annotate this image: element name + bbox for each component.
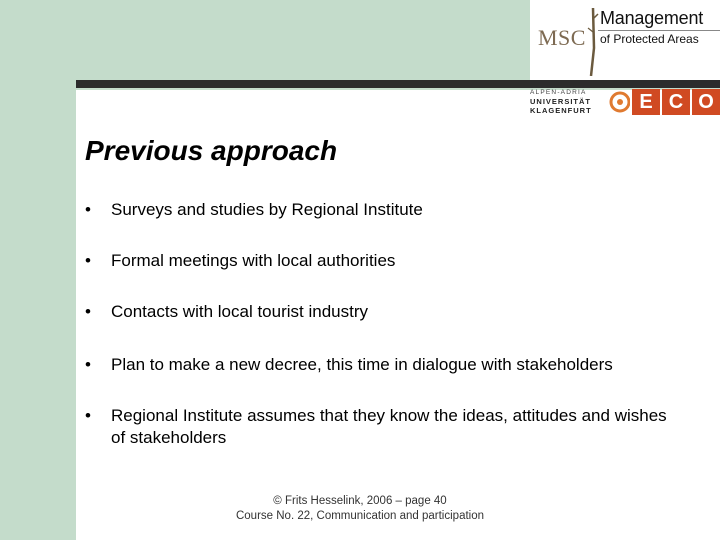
left-band: [0, 80, 76, 540]
msc-logo-divider: [598, 30, 720, 31]
footer-copyright: © Frits Hesselink, 2006 – page 40: [273, 495, 447, 507]
university-logo-line2: UNIVERSITÄT: [530, 97, 592, 106]
bullet-marker: •: [85, 302, 91, 321]
eco-logo-letter-e: E: [632, 89, 660, 115]
header-band: [0, 0, 530, 80]
bullet-marker: •: [85, 251, 91, 270]
slide-title: Previous approach: [85, 135, 338, 166]
university-logo-line3: KLAGENFURT: [530, 106, 592, 115]
bullet-text: Formal meetings with local authorities: [111, 251, 396, 270]
msc-logo: [536, 8, 720, 74]
bullet-text: Contacts with local tourist industry: [111, 302, 368, 321]
msc-logo-mark: MSC: [538, 25, 586, 50]
bullet-marker: •: [85, 200, 91, 219]
bullet-text: Surveys and studies by Regional Institute: [111, 200, 423, 219]
bullet-marker: •: [85, 355, 91, 374]
footer-course: Course No. 22, Communication and participation: [235, 510, 485, 522]
eco-logo: [598, 86, 720, 116]
msc-logo-subtitle: of Protected Areas: [600, 32, 699, 46]
university-logo: [530, 89, 596, 117]
bullet-marker: •: [85, 406, 91, 425]
eco-logo-letter-o: O: [692, 89, 720, 115]
slide-footer: [200, 494, 520, 524]
bullet-text: Regional Institute assumes that they know the ideas, attitudes and wishes of stakeholders: [111, 406, 667, 447]
sun-icon: [604, 88, 630, 116]
msc-logo-title: Management: [600, 8, 704, 28]
university-logo-line1: ALPEN-ADRIA: [530, 89, 587, 96]
eco-logo-letter-c: C: [662, 89, 690, 115]
bullet-text: Plan to make a new decree, this time in dialogue with stakeholders: [111, 355, 613, 374]
